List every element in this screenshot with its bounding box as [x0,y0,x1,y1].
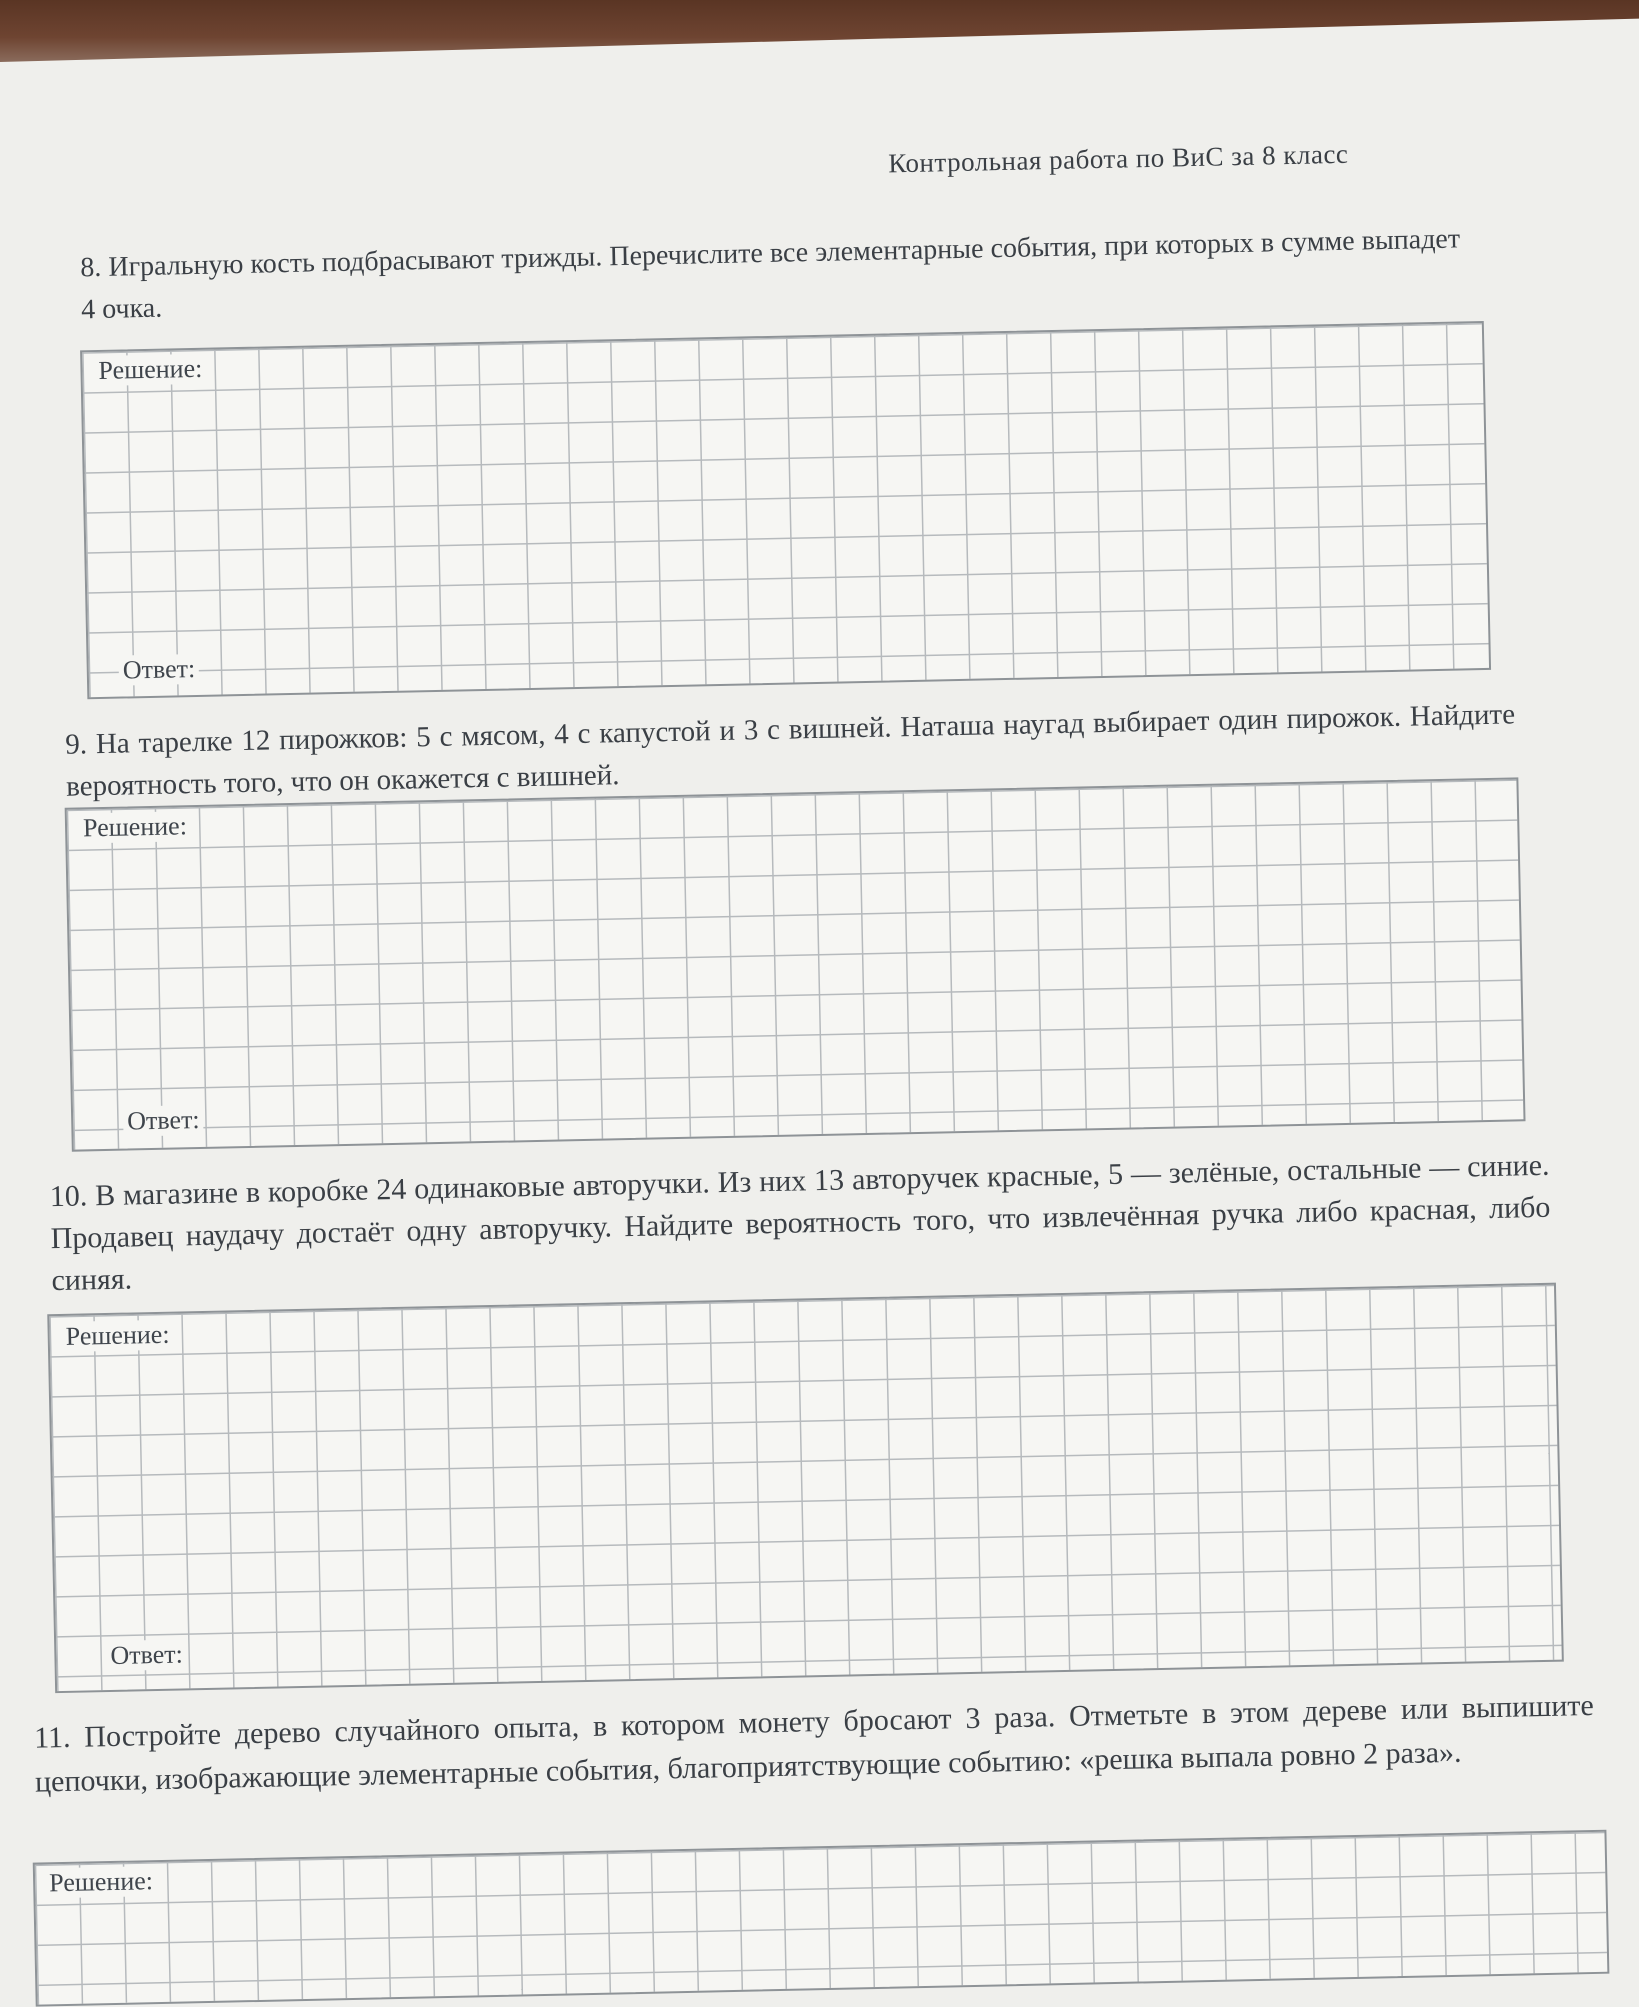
task-8-solution-grid[interactable] [80,321,1491,699]
task-10-text: 10. В магазине в коробке 24 одинаковые авторучки. Из них 13 авторучек красные, 5 — зелёные, остальные — синие. Продавец наудачу достаёт одну авторучку. Найдите вероятность того, что извлечённая ручка либо красная, либо синяя. [49,1148,1551,1298]
solution-label: Решение: [94,354,206,386]
task-10-solution-grid[interactable] [47,1283,1564,1694]
solution-label: Решение: [45,1866,157,1898]
answer-label: Ответ: [118,654,199,686]
answer-label: Ответ: [123,1105,204,1137]
answer-label: Ответ: [106,1639,187,1671]
task-9-solution-grid[interactable] [65,777,1526,1151]
solution-label: Решение: [79,811,191,843]
page-title: Контрольная работа по ВиС за 8 класс [888,138,1349,179]
task-11-solution-grid[interactable] [33,1830,1610,2007]
solution-label: Решение: [61,1320,173,1352]
task-11-text: 11. Постройте дерево случайного опыта, в котором монету бросают 3 раза. Отметьте в этом дереве или выпишите цепочки, изображающие элементарные события, благоприятствующие событию: «решка выпала ровно 2 раза». [33,1688,1595,1799]
task-9-text: 9. На тарелке 12 пирожков: 5 с мясом, 4 с капустой и 3 с вишней. Наташа наугад выбирает один пирожок. Найдите вероятность того, что он окажется с вишней. [64,698,1516,803]
task-8-text: 8. Игральную кость подбрасывают трижды. Перечислите все элементарные события, при которых в сумме выпадет 4 очка. [80,223,1461,326]
